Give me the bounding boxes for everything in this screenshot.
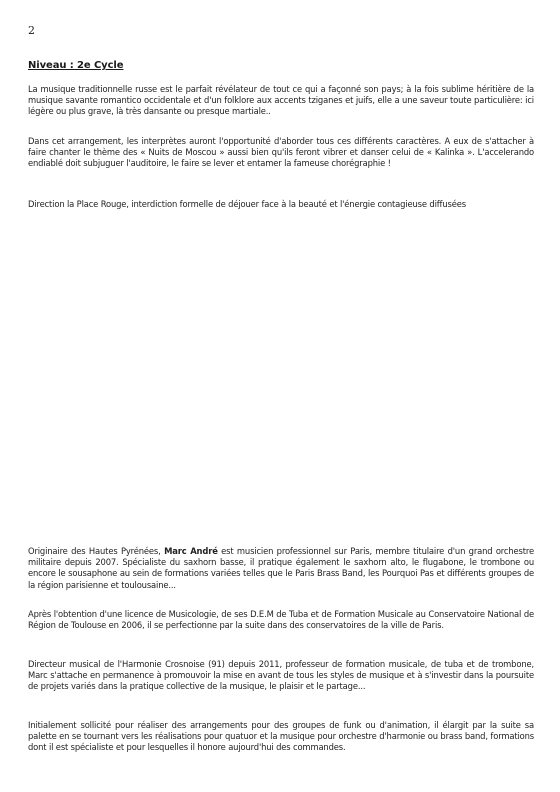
- page-number: 2: [28, 24, 35, 37]
- description-paragraph-closing: Direction la Place Rouge, interdiction formelle de déjouer face à la beauté et l'énergie contagieuse diffusées: [28, 199, 466, 209]
- biography-paragraph-intro: [28, 546, 534, 591]
- biography-paragraph-director: Directeur musical de l'Harmonie Crosnoise (91) depuis 2011, professeur de formation musicale, de tuba et de trombone, Marc s'attache en permanence à promouvoir la mise en avant de tous les styles de musique et à s'investir dans la poursuite de projets variés dans la pratique collective de la musique, le plaisir et le partage...: [28, 659, 534, 692]
- description-paragraph-intro: La musique traditionnelle russe est le parfait révélateur de tout ce qui a façonné son pays; à la fois sublime héritière de la musique savante romantico occidentale et d'un folklore aux accents tziganes et juifs, elle a une saveur toute particulière: ici légère ou plus grave, là très dansante ou presque martiale..: [28, 84, 534, 117]
- biography-intro-continued: est musicien professionnel sur Paris, membre titulaire d'un grand orchestre militaire depuis 2007. Spécialiste du saxhorn basse, il pratique également le saxhorn alto, le flugabone, le trombone ou encore le sousaphone au sein de formations variées telles que le Paris Brass Band, les Pourquoi Pas et différents groupes de la région parisienne et toulousaine...: [28, 546, 534, 590]
- description-paragraph-arrangement: Dans cet arrangement, les interprètes auront l'opportunité d'aborder tous ces différents caractères. A eux de s'attacher à faire chanter le thème des « Nuits de Moscou » aussi bien qu'ils feront vibrer et danser celui de « Kalinka ». L'accelerando endiablé doit subjuguer l'auditoire, le faire se lever et entamer la fameuse chorégraphie !: [28, 136, 534, 169]
- biography-paragraph-arranger: Initialement sollicité pour réaliser des arrangements pour des groupes de funk ou d'animation, il élargit par la suite sa palette en se tournant vers les réalisations pour quatuor et la musique pour orchestre d'harmonie ou brass band, formations dont il est spécialiste et pour lesquelles il honore aujourd'hui des commandes.: [28, 720, 534, 753]
- composer-name: Marc André: [164, 546, 218, 556]
- biography-paragraph-education: Après l'obtention d'une licence de Musicologie, de ses D.E.M de Tuba et de Formation Musicale au Conservatoire National de Région de Toulouse en 2006, il se perfectionne par la suite dans des conservatoires de la ville de Paris.: [28, 609, 534, 631]
- level-heading: Niveau : 2e Cycle: [28, 60, 124, 71]
- biography-intro-text: Originaire des Hautes Pyrénées,: [28, 546, 165, 556]
